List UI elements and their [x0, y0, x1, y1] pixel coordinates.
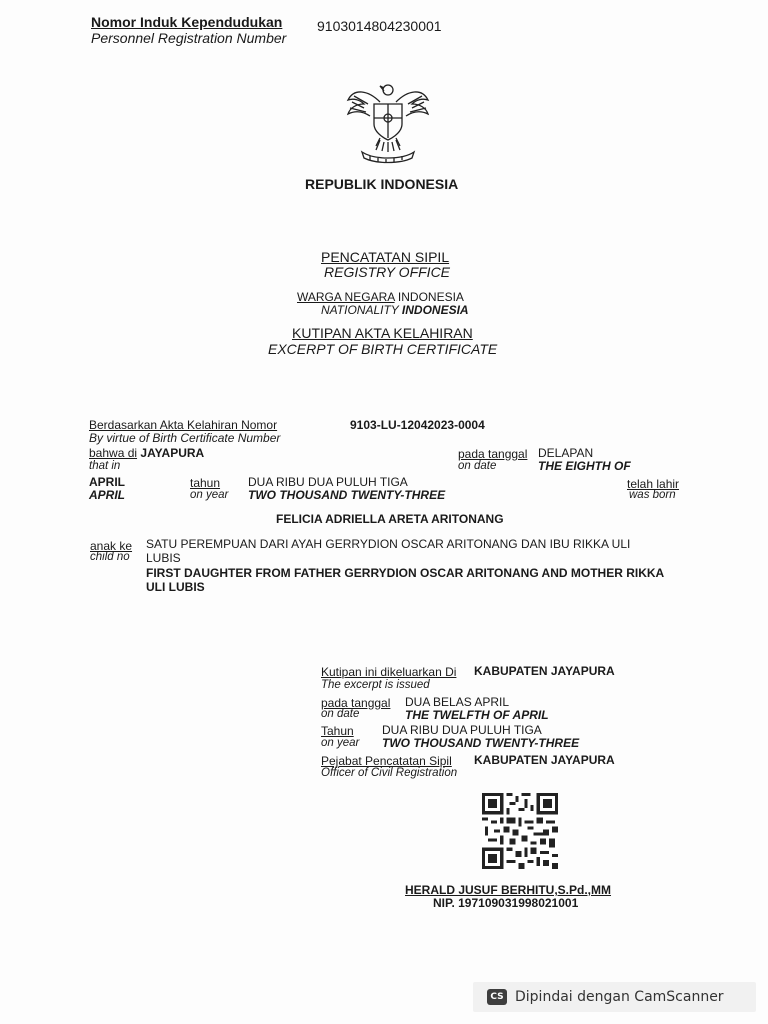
child-desc-id-line2: LUBIS [146, 551, 181, 565]
issue-date-value-en: THE TWELFTH OF APRIL [405, 708, 549, 722]
issue-date-label-id: pada tanggal [321, 696, 391, 710]
nationality-row-id [297, 290, 464, 304]
year-label-id: tahun [190, 476, 221, 490]
child-desc-id-line1: SATU PEREMPUAN DARI AYAH GERRYDION OSCAR ARITONANG DAN IBU RIKKA ULI [146, 537, 631, 551]
nationality-value-id: INDONESIA [397, 290, 464, 304]
issue-year-value-en: TWO THOUSAND TWENTY-THREE [382, 736, 580, 750]
issued-label-en: The excerpt is issued [321, 679, 430, 691]
place-label-id: bahwa di [89, 446, 138, 460]
certificate-title-en: EXCERPT OF BIRTH CERTIFICATE [268, 341, 498, 357]
country-title: REPUBLIK INDONESIA [305, 176, 459, 192]
born-label-en: was born [629, 489, 676, 501]
nik-label-id: Nomor Induk Kependudukan [91, 14, 283, 30]
certificate-title-id: KUTIPAN AKTA KELAHIRAN [292, 325, 473, 341]
office-title-en: REGISTRY OFFICE [324, 264, 451, 280]
garuda-emblem-icon [340, 80, 436, 168]
qr-code-icon [480, 793, 560, 869]
date-value-id: DELAPAN [538, 446, 594, 460]
child-label-en: child no [90, 551, 130, 563]
place-label-en: that in [89, 460, 121, 472]
month-id: APRIL [89, 475, 125, 489]
date-value-en: THE EIGHTH OF [538, 459, 631, 473]
born-label-id: telah lahir [627, 477, 680, 491]
issue-year-label-en: on year [321, 737, 360, 749]
issue-year-value-id: DUA RIBU DUA PULUH TIGA [382, 723, 542, 737]
signer-nip: NIP. 197109031998021001 [433, 896, 579, 910]
child-name: FELICIA ADRIELLA ARETA ARITONANG [276, 512, 504, 526]
deed-number: 9103-LU-12042023-0004 [350, 418, 485, 432]
camscanner-watermark [473, 982, 756, 1012]
date-label-id: pada tanggal [458, 447, 528, 461]
nationality-row-en [321, 303, 469, 317]
nationality-value-en: INDONESIA [401, 303, 469, 317]
issue-date-value-id: DUA BELAS APRIL [405, 695, 510, 709]
nationality-label-id: WARGA NEGARA [297, 290, 395, 304]
officer-label-id: Pejabat Pencatatan Sipil [321, 754, 452, 768]
signer-name: HERALD JUSUF BERHITU,S.Pd.,MM [405, 883, 612, 897]
year-value-en: TWO THOUSAND TWENTY-THREE [248, 488, 446, 502]
issue-date-label-en: on date [321, 708, 360, 720]
child-desc-en-line2: ULI LUBIS [146, 580, 205, 594]
year-label-en: on year [190, 489, 229, 501]
child-label-id: anak ke [90, 539, 133, 553]
officer-place: KABUPATEN JAYAPURA [474, 753, 615, 767]
month-en: APRIL [89, 488, 125, 502]
year-value-id: DUA RIBU DUA PULUH TIGA [248, 475, 408, 489]
officer-label-en: Officer of Civil Registration [321, 767, 458, 779]
issue-year-label-id: Tahun [321, 724, 354, 738]
place-row-id [89, 446, 204, 460]
place-value: JAYAPURA [140, 446, 205, 460]
deed-label-en: By virtue of Birth Certificate Number [89, 431, 281, 445]
nationality-label-en: NATIONALITY [321, 303, 399, 317]
issued-place: KABUPATEN JAYAPURA [474, 664, 615, 678]
deed-label-id: Berdasarkan Akta Kelahiran Nomor [89, 418, 278, 432]
nik-label-en: Personnel Registration Number [91, 30, 287, 46]
nik-value: 9103014804230001 [317, 18, 442, 34]
child-desc-en-line1: FIRST DAUGHTER FROM FATHER GERRYDION OSCAR ARITONANG AND MOTHER RIKKA [146, 566, 665, 580]
camscanner-logo-icon: CS [487, 989, 507, 1005]
office-title-id: PENCATATAN SIPIL [321, 249, 450, 265]
camscanner-text: Dipindai dengan CamScanner [515, 989, 724, 1005]
issued-label-id: Kutipan ini dikeluarkan Di [321, 665, 457, 679]
date-label-en: on date [458, 460, 497, 472]
